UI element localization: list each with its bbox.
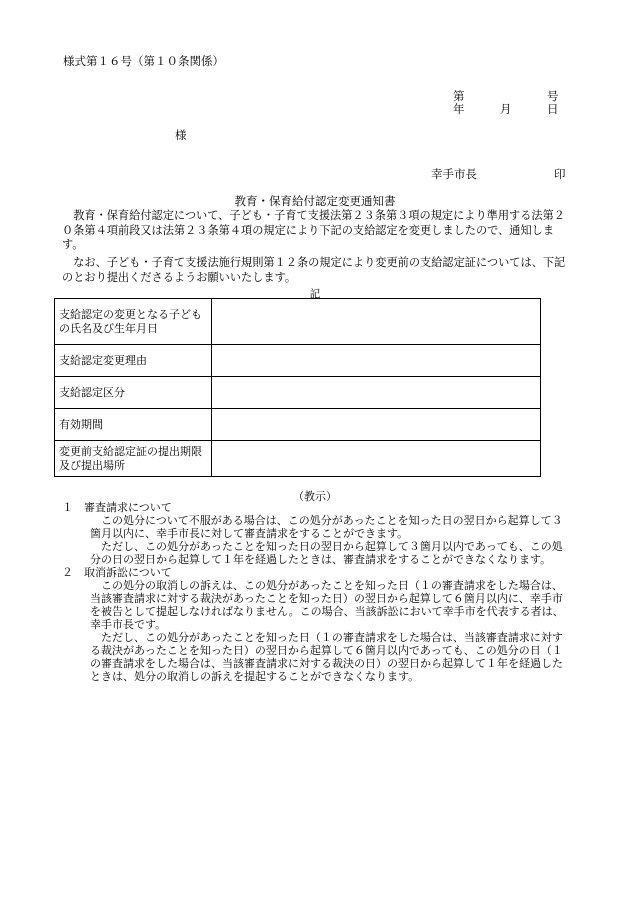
row-label-submission: 変更前支給認定証の提出期限及び提出場所 <box>55 441 212 477</box>
body-paragraph-1: 教育・保育給付認定について、子ども・子育て支援法第２３条第３項の規定により準用する法第２０条第４項前段又は法第２３条第４項の規定により下記の支給認定を変更しましたので、通知します。 <box>62 209 565 251</box>
document-number-prefix: 第 <box>453 89 465 103</box>
table-row <box>55 409 541 441</box>
row-label-child-name: 支給認定の変更となる子どもの氏名及び生年月日 <box>55 299 212 345</box>
date-year-label: 年 <box>453 102 465 116</box>
body-paragraph-2: なお、子ども・子育て支援法施行規則第１２条の規定により変更前の支給認定証については、下記のとおり提出くださるようお願いいたします。 <box>62 256 566 284</box>
row-value-validity <box>212 409 541 441</box>
section-2-heading: ２ 取消訴訟について <box>62 566 172 579</box>
table-row <box>55 377 541 409</box>
form-number: 様式第１６号（第１０条関係） <box>63 54 224 68</box>
section-2-paragraph-1: この処分の取消しの訴えは、この処分があったことを知った日（１の審査請求をした場合は、当該審査請求に対する裁決があったことを知った日）の翌日から起算して６箇月以内に、幸手市を被告として提起しなければなりません。この場合、当該訴訟において幸手市を代表する者は、幸手市長です。 <box>90 579 564 631</box>
row-value-submission <box>212 441 541 477</box>
row-label-change-reason: 支給認定変更理由 <box>55 345 212 377</box>
document-title: 教育・保育給付認定変更通知書 <box>234 194 396 208</box>
section-1-paragraph-1: この処分について不服がある場合は、この処分があったことを知った日の翌日から起算して３箇月以内に、幸手市長に対して審査請求をすることができます。 <box>90 514 563 540</box>
section-1-paragraph-2: ただし、この処分があったことを知った日の翌日から起算して３箇月以内であっても、この処分の日の翌日から起算して１年を経過したときは、審査請求をすることができなくなります。 <box>90 540 563 566</box>
table-row <box>55 299 541 345</box>
recipient-honorific: 様 <box>175 128 187 142</box>
certification-table <box>54 298 541 477</box>
section-1-heading: １ 審査請求について <box>62 501 172 514</box>
table-row <box>55 345 541 377</box>
instruction-title: （教示） <box>293 490 337 503</box>
table-row <box>55 441 541 477</box>
issuer-mayor: 幸手市長 <box>431 167 477 181</box>
document-number-suffix: 号 <box>547 89 559 103</box>
section-2-paragraph-2: ただし、この処分があったことを知った日（１の審査請求をした場合は、当該審査請求に対する裁決があったことを知った日）の翌日から起算して６箇月以内であっても、この処分の日（１の審査請求をした場合は、当該審査請求に対する裁決の日）の翌日から起算して１年を経過したときは、処分の取消しの訴えを提起することができなくなります。 <box>90 631 563 683</box>
date-day-label: 日 <box>547 102 559 116</box>
row-value-category <box>212 377 541 409</box>
row-value-change-reason <box>212 345 541 377</box>
row-label-validity: 有効期間 <box>55 409 212 441</box>
row-label-category: 支給認定区分 <box>55 377 212 409</box>
ki-marker: 記 <box>309 288 321 300</box>
row-value-child-name <box>212 299 541 345</box>
seal-mark: 印 <box>554 167 566 181</box>
instruction-notes <box>62 501 572 683</box>
date-month-label: 月 <box>500 102 512 116</box>
